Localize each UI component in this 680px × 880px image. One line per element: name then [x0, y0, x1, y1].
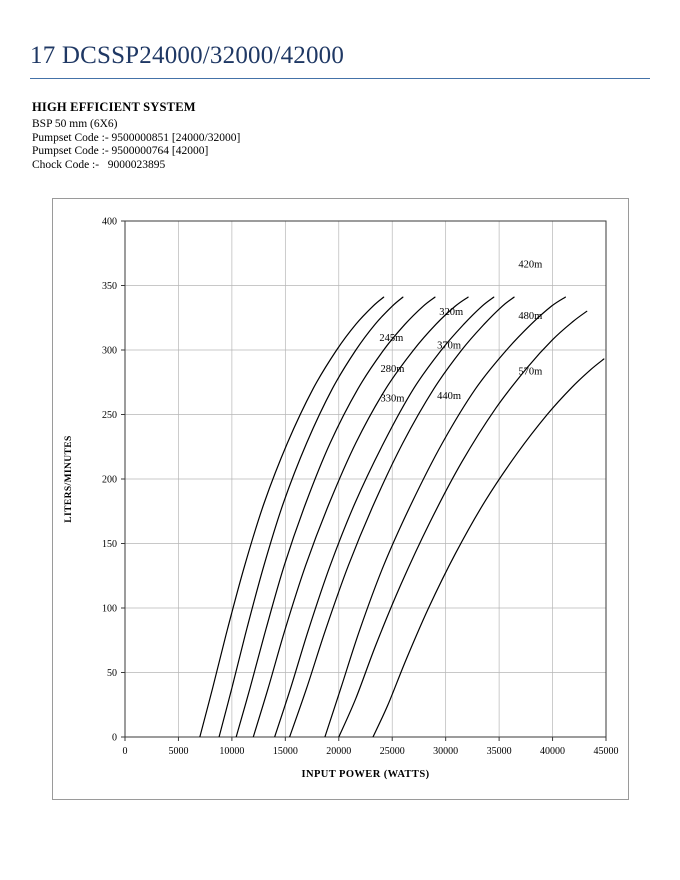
y-tick-label: 400: [102, 216, 117, 228]
x-tick-label: 20000: [326, 746, 352, 757]
page-title: 17 DCSSP24000/32000/42000: [30, 42, 345, 69]
x-tick-label: 15000: [272, 746, 298, 757]
x-tick-label: 40000: [540, 746, 566, 757]
curve-420m: [325, 297, 566, 737]
curve-label-330m: 330m: [380, 393, 405, 405]
curve-label-440m: 440m: [437, 391, 462, 403]
y-tick-label: 150: [102, 539, 117, 550]
spec-block: [32, 100, 532, 172]
spec-heading: HIGH EFFICIENT SYSTEM: [32, 100, 196, 114]
curve-label-570m: 570m: [518, 366, 543, 378]
y-tick-label: 300: [102, 345, 117, 357]
y-tick-label: 0: [112, 732, 117, 744]
chart-container: [52, 198, 629, 800]
curve-label-370m: 370m: [437, 340, 462, 352]
performance-curve-chart: [53, 199, 628, 799]
title-divider: [30, 78, 650, 79]
curve-245m: [200, 297, 384, 737]
curve-label-280m: 280m: [380, 363, 405, 375]
curve-label-420m: 420m: [518, 259, 543, 271]
x-tick-label: 30000: [433, 746, 459, 757]
y-tick-label: 350: [102, 281, 117, 292]
curve-label-480m: 480m: [518, 311, 543, 323]
x-axis-title: INPUT POWER (WATTS): [301, 769, 430, 780]
curve-570m: [373, 359, 604, 737]
y-tick-label: 250: [102, 410, 117, 421]
curve-280m: [219, 297, 403, 737]
x-tick-label: 35000: [486, 746, 512, 757]
x-tick-label: 5000: [168, 746, 189, 757]
spec-line-pumpset-2: Pumpset Code :- 9500000764 [42000]: [32, 145, 209, 157]
x-tick-label: 10000: [219, 746, 245, 757]
x-tick-label: 0: [122, 746, 128, 757]
spec-line-pumpset-1: Pumpset Code :- 9500000851 [24000/32000]: [32, 131, 241, 144]
spec-line-chock: Chock Code :- 9000023895: [32, 158, 166, 171]
y-tick-label: 100: [102, 603, 117, 615]
curve-label-320m: 320m: [439, 307, 464, 319]
curve-label-245m: 245m: [379, 332, 404, 344]
x-tick-label: 25000: [379, 746, 405, 757]
y-axis-title: LITERS/MINUTES: [64, 435, 74, 523]
x-tick-label: 45000: [593, 746, 619, 757]
spec-line-bsp: BSP 50 mm (6X6): [32, 118, 118, 130]
y-tick-label: 50: [107, 668, 117, 679]
curve-480m: [339, 311, 587, 737]
y-tick-label: 200: [102, 474, 117, 486]
